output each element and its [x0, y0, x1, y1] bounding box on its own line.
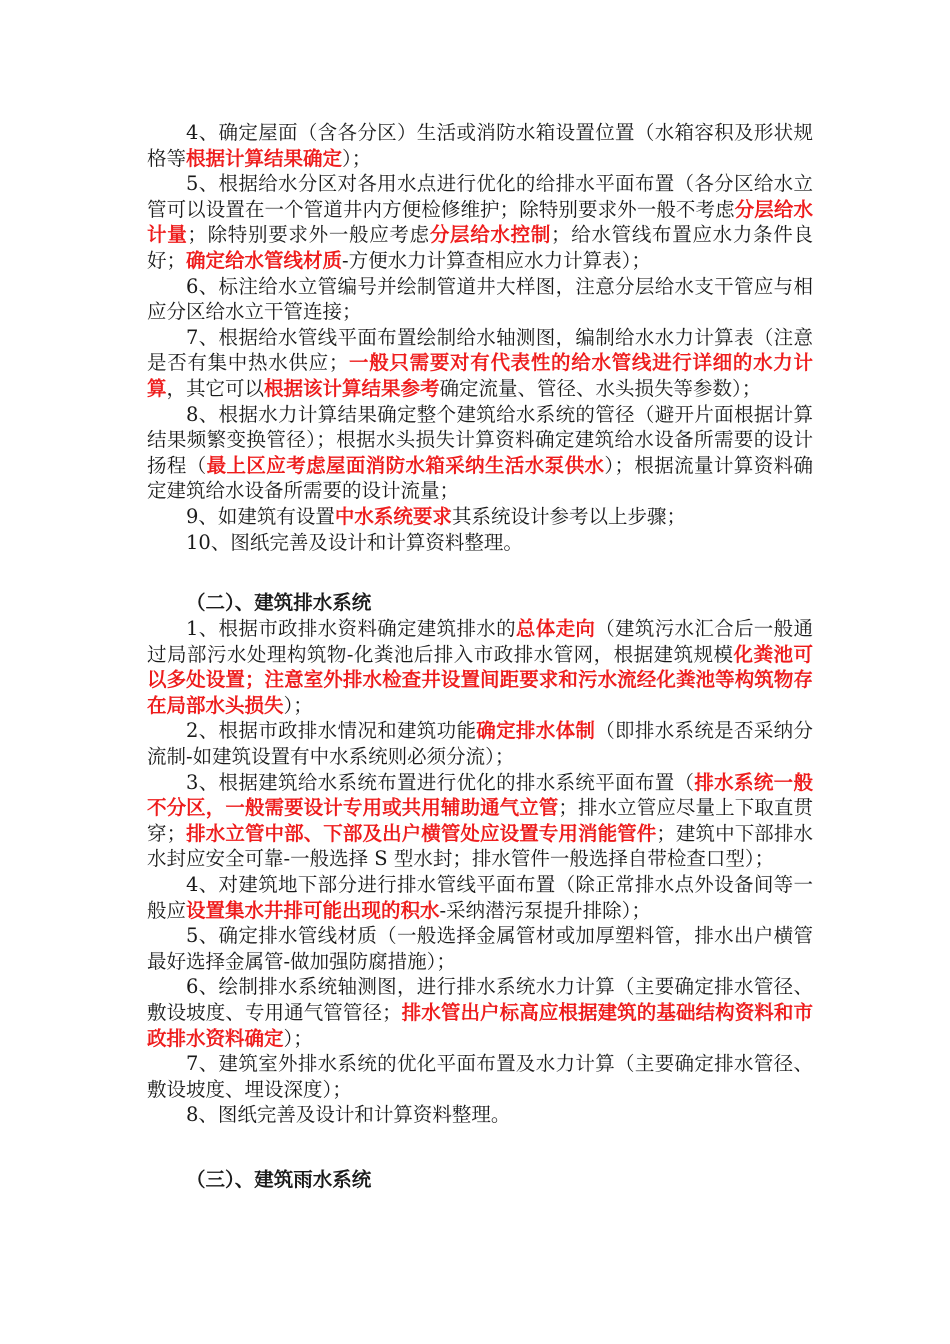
- body-text: 1、根据市政排水资料确定建筑排水的: [186, 617, 516, 641]
- body-text: -方便水力计算查相应水力计算表）；: [342, 248, 651, 272]
- body-text: -采纳潜污泵提升排除）；: [439, 898, 651, 922]
- highlighted-text: 确定给水管线材质: [186, 248, 343, 272]
- drainage-step-7: [147, 1051, 813, 1102]
- body-text: 2、根据市政排水情况和建筑功能: [186, 719, 477, 743]
- body-text: 6、绘制排水系统轴测图，进行排水系统水力计算（主要确定排水管径、敷设坡度、专用通气管管径；: [147, 975, 813, 1024]
- drainage-step-6: [147, 974, 813, 1051]
- highlighted-text: 分层给水计量: [147, 197, 813, 247]
- drainage-step-3: [147, 770, 813, 872]
- body-text: ）；: [342, 146, 372, 170]
- body-text: （建筑污水汇合后一般通过局部污水处理构筑物-化粪池后排入市政排水管网，根据建筑规模: [147, 617, 813, 666]
- highlighted-text: 化粪池可以多处设置；注意室外排水检查井设置间距要求和污水流经化粪池等构筑物存在局部水头损失: [147, 642, 813, 717]
- drainage-step-4: [147, 872, 813, 923]
- body-text: ；建筑中下部排水水封应安全可靠-一般选择 S 型水封；排水管件一般选择自带检查口型）；: [147, 821, 813, 871]
- highlighted-text: 排水管出户标高应根据建筑的基础结构资料和市政排水资料确定: [147, 1001, 813, 1050]
- body-text: ，其它可以: [166, 376, 265, 400]
- water-supply-step-5: [147, 402, 813, 504]
- highlighted-text: 中水系统要求: [334, 504, 452, 528]
- body-text: 10、图纸完善及设计和计算资料整理。: [186, 530, 523, 554]
- water-supply-step-2: [147, 171, 813, 273]
- body-text: 8、根据水力计算结果确定整个建筑给水系统的管径（避开片面根据计算结果频繁变换管径）；根据水头损失计算资料确定建筑给水设备所需要的设计扬程（: [147, 402, 813, 477]
- drainage-step-5: [147, 923, 813, 974]
- body-text: 6、标注给水立管编号并绘制管道井大样图，注意分层给水支干管应与相应分区给水立干管连接；: [147, 274, 813, 324]
- drainage-steps: [147, 616, 813, 1128]
- highlighted-text: 最上区应考虑屋面消防水箱采纳生活水泵供水: [206, 453, 605, 477]
- body-text: ；给水管线布置应水力条件良好；: [147, 223, 813, 272]
- water-supply-step-1: [147, 120, 813, 171]
- body-text: ）；: [283, 693, 313, 717]
- body-text: 5、根据给水分区对各用水点进行优化的给排水平面布置（各分区给水立管可以设置在一个管道井内方便检修维护；除特别要求外一般不考虑: [147, 172, 813, 221]
- water-supply-step-6: [147, 504, 813, 530]
- body-text: 确定流量、管径、水头损失等参数）；: [439, 376, 762, 400]
- drainage-step-8: [147, 1102, 813, 1128]
- body-text: （即排水系统是否采纳分流制-如建筑设置有中水系统则必须分流）；: [147, 719, 813, 769]
- body-text: 5、确定排水管线材质（一般选择金属管材或加厚塑料管，排水出户横管最好选择金属管-做加强防腐措施）；: [147, 924, 813, 973]
- document-page: [147, 120, 813, 1193]
- water-supply-step-7: [147, 530, 813, 556]
- highlighted-text: 确定排水体制: [476, 719, 596, 743]
- highlighted-text: 设置集水井排可能出现的积水: [186, 898, 440, 922]
- drainage-step-2: [147, 718, 813, 769]
- water-supply-step-3: [147, 274, 813, 325]
- highlighted-text: 排水立管中部、下部及出户横管处应设置专用消能管件: [186, 821, 657, 845]
- body-text: ；除特别要求外一般应考虑: [187, 223, 430, 247]
- section-heading-drainage: （二）、建筑排水系统: [186, 591, 372, 615]
- water-supply-steps: [147, 120, 813, 555]
- body-text: 4、确定屋面（含各分区）生活或消防水箱设置位置（水箱容积及形状规格等: [147, 121, 813, 170]
- body-text: 9、如建筑有设置: [186, 504, 335, 528]
- body-text: ）；根据流量计算资料确定建筑给水设备所需要的设计流量；: [147, 453, 813, 503]
- highlighted-text: 根据该计算结果参考: [264, 376, 440, 400]
- body-text: 其系统设计参考以上步骤；: [451, 504, 686, 528]
- body-text: 7、根据给水管线平面布置绘制给水轴测图，编制给水水力计算表（注意是否有集中热水供应；: [147, 325, 813, 375]
- body-text: 3、根据建筑给水系统布置进行优化的排水系统平面布置（: [186, 770, 695, 794]
- highlighted-text: 根据计算结果确定: [186, 146, 343, 170]
- body-text: ）；: [283, 1026, 313, 1050]
- highlighted-text: 一般只需要对有代表性的给水管线进行详细的水力计算: [147, 351, 813, 400]
- water-supply-step-4: [147, 325, 813, 402]
- body-text: 7、建筑室外排水系统的优化平面布置及水力计算（主要确定排水管径、敷设坡度、埋设深度）；: [147, 1052, 813, 1101]
- highlighted-text: 排水系统一般不分区，一般需要设计专用或共用辅助通气立管: [147, 770, 813, 820]
- body-text: 8、图纸完善及设计和计算资料整理。: [186, 1103, 511, 1127]
- section-heading-rainwater: （三）、建筑雨水系统: [186, 1167, 372, 1191]
- body-text: ；排水立管应尽量上下取直贯穿；: [147, 796, 813, 845]
- drainage-step-1: [147, 616, 813, 718]
- highlighted-text: 分层给水控制: [429, 223, 552, 247]
- highlighted-text: 总体走向: [515, 617, 596, 641]
- body-text: 4、对建筑地下部分进行排水管线平面布置（除正常排水点外设备间等一般应: [147, 873, 813, 922]
